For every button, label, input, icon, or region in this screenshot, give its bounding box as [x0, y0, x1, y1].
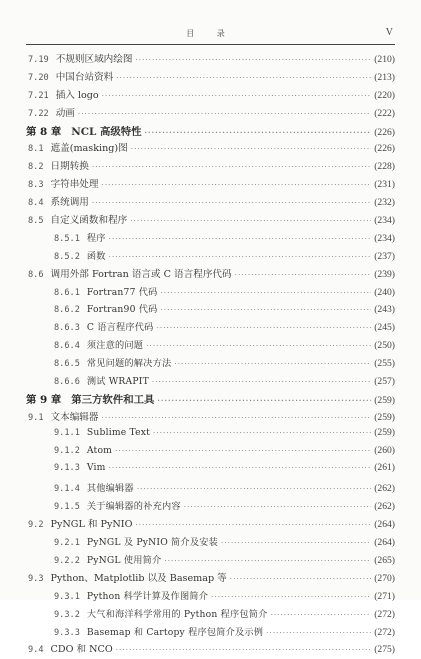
toc-entry-number: 9.3.2 — [54, 609, 80, 620]
toc-entry[interactable] — [26, 427, 395, 445]
dot-leader — [157, 324, 372, 332]
toc-entry-page: (262) — [374, 483, 395, 495]
toc-entry-title: 自定义函数和程序 — [50, 215, 128, 227]
toc-entry[interactable] — [26, 105, 395, 123]
toc-entry-number: 第 8 章 — [26, 125, 62, 138]
toc-entry-page: (245) — [374, 322, 395, 334]
toc-entry-title: 大气和海洋科学常用的 Python 程序包简介 — [86, 608, 268, 620]
toc-entry-number: 8.5 — [28, 216, 44, 227]
toc-entry-number: 8.6.2 — [54, 305, 80, 316]
toc-entry-number: 8.6.5 — [54, 359, 80, 370]
dot-leader — [116, 74, 371, 82]
toc-chapter-entry[interactable] — [26, 391, 395, 409]
toc-entry[interactable] — [26, 570, 395, 588]
toc-entry[interactable] — [26, 284, 395, 302]
toc-entry-title: 其他编辑器 — [86, 483, 134, 495]
toc-entry[interactable] — [26, 409, 395, 427]
toc-entry-page: (270) — [374, 572, 395, 584]
toc-entry-title: 程序 — [86, 232, 106, 244]
toc-entry-page: (237) — [374, 250, 395, 262]
toc-entry-number: 8.6.1 — [54, 287, 80, 298]
toc-entry-title: Vim — [86, 462, 106, 474]
toc-entry-page: (222) — [374, 107, 395, 119]
dot-leader — [135, 521, 371, 529]
toc-entry-page: (220) — [374, 89, 395, 101]
toc-entry-page: (234) — [374, 232, 395, 244]
dot-leader — [102, 414, 372, 422]
toc-entry-title: 测试 WRAPIT — [86, 376, 149, 388]
toc-entry[interactable] — [26, 445, 395, 463]
toc-entry[interactable] — [26, 516, 395, 534]
dot-leader — [221, 539, 371, 547]
toc-entry-title: 不规则区域内绘图 — [55, 54, 133, 65]
toc-entry-title: NCL 高级特性 — [71, 125, 142, 138]
header-page-number: V — [385, 27, 393, 38]
toc-entry-title: C 语言程序代码 — [86, 322, 154, 334]
toc-entry-title: Fortran77 代码 — [86, 286, 158, 298]
toc-entry[interactable] — [26, 176, 395, 194]
toc-entry[interactable] — [26, 87, 395, 105]
toc-entry[interactable] — [26, 462, 395, 480]
toc-entry-title: 系统调用 — [50, 197, 89, 209]
toc-entry-page: (260) — [374, 444, 395, 456]
dot-leader — [266, 629, 371, 637]
dot-leader — [131, 145, 371, 153]
toc-entry-title: Python 科学计算及作图简介 — [86, 590, 209, 602]
dot-leader — [145, 128, 372, 137]
toc-entry-title: Fortran90 代码 — [86, 304, 158, 316]
toc-entry[interactable] — [26, 69, 395, 87]
toc-entry[interactable] — [26, 624, 395, 642]
toc-entry-title: PyNGL 及 PyNIO 简介及安装 — [86, 537, 218, 549]
toc-entry-number: 8.6.4 — [54, 341, 80, 352]
toc-entry[interactable] — [26, 534, 395, 552]
toc-entry-page: (271) — [374, 590, 395, 602]
toc-entry-title: 插入 logo — [55, 89, 99, 101]
dot-leader — [161, 306, 372, 314]
dot-leader — [78, 110, 371, 118]
toc-entry-title: 关于编辑器的补充内容 — [86, 501, 181, 513]
dot-leader — [152, 378, 371, 386]
toc-entry-number: 8.6.3 — [54, 323, 80, 334]
toc-entry-title: 字符串处理 — [50, 179, 99, 191]
toc-entry-number: 8.2 — [28, 162, 44, 173]
toc-entry-page: (243) — [374, 304, 395, 316]
toc-entry-page: (234) — [374, 215, 395, 227]
dot-leader — [130, 217, 371, 225]
toc-entry[interactable] — [26, 194, 395, 212]
toc-entry-number: 7.22 — [28, 108, 49, 119]
toc-entry-page: (262) — [374, 501, 395, 513]
toc-entry-number: 7.19 — [28, 55, 49, 65]
toc-entry-page: (272) — [374, 626, 395, 638]
toc-entry-page: (275) — [374, 644, 395, 656]
dot-leader — [92, 199, 371, 207]
toc-entry-number: 9.1.2 — [54, 445, 80, 456]
toc-entry[interactable] — [26, 230, 395, 248]
toc-entry-number: 9.1 — [28, 412, 44, 423]
toc-entry[interactable] — [26, 140, 395, 158]
toc-entry[interactable] — [26, 301, 395, 319]
toc-entry[interactable] — [26, 588, 395, 606]
toc-entry[interactable] — [26, 641, 395, 659]
dot-leader — [146, 342, 371, 350]
toc-entry-page: (264) — [374, 519, 395, 531]
toc-entry-page: (264) — [374, 537, 395, 549]
toc-entry-number: 9.3.3 — [54, 627, 80, 638]
toc-entry-page: (240) — [374, 286, 395, 298]
toc-entry[interactable] — [26, 212, 395, 230]
dot-leader — [102, 181, 372, 189]
toc-entry-number: 9.1.5 — [54, 502, 80, 513]
page-header — [26, 24, 395, 45]
toc-entry-page: (261) — [374, 462, 395, 474]
toc-entry-title: 函数 — [86, 250, 106, 262]
toc-entry-number: 9.2.1 — [54, 538, 80, 549]
toc-entry-title: 遮盖(masking)图 — [50, 143, 128, 155]
dot-leader — [184, 503, 371, 511]
toc-entry-number: 第 9 章 — [26, 393, 62, 406]
toc-entry-page: (239) — [374, 268, 395, 280]
toc-entry-title: 中国台站资料 — [55, 71, 114, 83]
toc-entry-number: 8.6 — [28, 269, 44, 280]
toc-entry-title: Basemap 和 Cartopy 程序包简介及示例 — [86, 626, 264, 638]
toc-entry-number: 7.21 — [28, 90, 49, 101]
toc-entry-title: Atom — [86, 444, 113, 456]
toc-entry-page: (259) — [374, 411, 395, 423]
toc-entry[interactable] — [26, 248, 395, 266]
toc-entry-number: 8.5.1 — [54, 233, 80, 244]
toc-entry-number: 8.4 — [28, 198, 44, 209]
toc-entry-page: (231) — [374, 179, 395, 191]
toc-entry-page: (265) — [374, 554, 395, 566]
dot-leader — [102, 92, 372, 100]
toc-entry[interactable] — [26, 373, 395, 391]
toc-entry-number: 9.2 — [28, 520, 44, 531]
toc-entry-page: (228) — [374, 161, 395, 173]
toc-entry[interactable] — [26, 355, 395, 373]
toc-entry[interactable] — [26, 319, 395, 337]
dot-leader — [109, 253, 372, 261]
toc-entry-title: 调用外部 Fortran 语言或 C 语言程序代码 — [50, 268, 232, 280]
toc-chapter-entry[interactable] — [26, 123, 395, 141]
toc-entry-page: (259) — [374, 426, 395, 438]
toc-entry[interactable] — [26, 51, 395, 69]
toc-entry-page: (272) — [374, 608, 395, 620]
toc-entry-number: 9.2.2 — [54, 555, 80, 566]
dot-leader — [174, 360, 371, 368]
toc-entry-page: (232) — [374, 197, 395, 209]
toc-entry-number: 7.20 — [28, 72, 49, 83]
toc-entry[interactable] — [26, 337, 395, 355]
dot-leader — [137, 485, 371, 493]
toc-entry-title: PyNGL 使用简介 — [86, 554, 162, 566]
header-title: 目 录 — [186, 29, 235, 38]
toc-entry-title: PyNGL 和 PyNIO — [50, 519, 133, 531]
toc-entry-number: 9.1.4 — [54, 484, 80, 495]
dot-leader — [153, 429, 371, 437]
dot-leader — [115, 447, 371, 455]
toc-entry[interactable] — [26, 266, 395, 284]
toc-entry-number: 8.3 — [28, 180, 44, 191]
toc-entry[interactable] — [26, 158, 395, 176]
toc-entry[interactable] — [26, 552, 395, 570]
toc-entry[interactable] — [26, 480, 395, 498]
toc-entry-number: 9.3.1 — [54, 591, 80, 602]
dot-leader — [157, 396, 371, 405]
toc-entry-page: (226) — [374, 126, 395, 138]
toc-entry-page: (226) — [374, 143, 395, 155]
table-of-contents — [26, 51, 395, 659]
toc-entry-number: 8.5.2 — [54, 251, 80, 262]
toc-entry-number: 9.1.1 — [54, 427, 80, 438]
toc-entry-title: 常见问题的解决方法 — [86, 358, 172, 370]
dot-leader — [116, 646, 371, 654]
toc-entry-page: (255) — [374, 358, 395, 370]
toc-entry-page: (257) — [374, 376, 395, 388]
toc-entry-title: 日期转换 — [50, 161, 89, 173]
toc-entry-number: 9.4 — [28, 645, 44, 656]
toc-entry-number: 9.3 — [28, 573, 44, 584]
dot-leader — [235, 271, 372, 279]
toc-entry-number: 9.1.3 — [54, 463, 80, 474]
toc-entry-title: Sublime Text — [86, 426, 151, 438]
toc-entry-title: 须注意的问题 — [86, 340, 144, 352]
dot-leader — [164, 557, 371, 565]
toc-entry[interactable] — [26, 498, 395, 516]
dot-leader — [230, 575, 371, 583]
toc-entry-page: (210) — [374, 54, 395, 65]
toc-entry-page: (213) — [374, 71, 395, 83]
toc-entry-title: 动画 — [55, 107, 75, 119]
toc-entry-number: 8.6.6 — [54, 377, 80, 388]
dot-leader — [109, 235, 372, 243]
toc-entry-title: 第三方软件和工具 — [71, 393, 155, 406]
toc-entry-title: CDO 和 NCO — [50, 644, 113, 656]
toc-entry-title: 文本编辑器 — [50, 411, 99, 423]
toc-entry-number: 8.1 — [28, 144, 44, 155]
toc-entry-title: Python、Matplotlib 以及 Basemap 等 — [50, 572, 227, 584]
toc-entry-page: (250) — [374, 340, 395, 352]
dot-leader — [109, 464, 372, 472]
dot-leader — [161, 289, 372, 297]
toc-entry-page: (259) — [374, 394, 395, 406]
toc-entry[interactable] — [26, 606, 395, 624]
dot-leader — [271, 611, 372, 619]
dot-leader — [92, 163, 371, 171]
dot-leader — [135, 56, 371, 64]
